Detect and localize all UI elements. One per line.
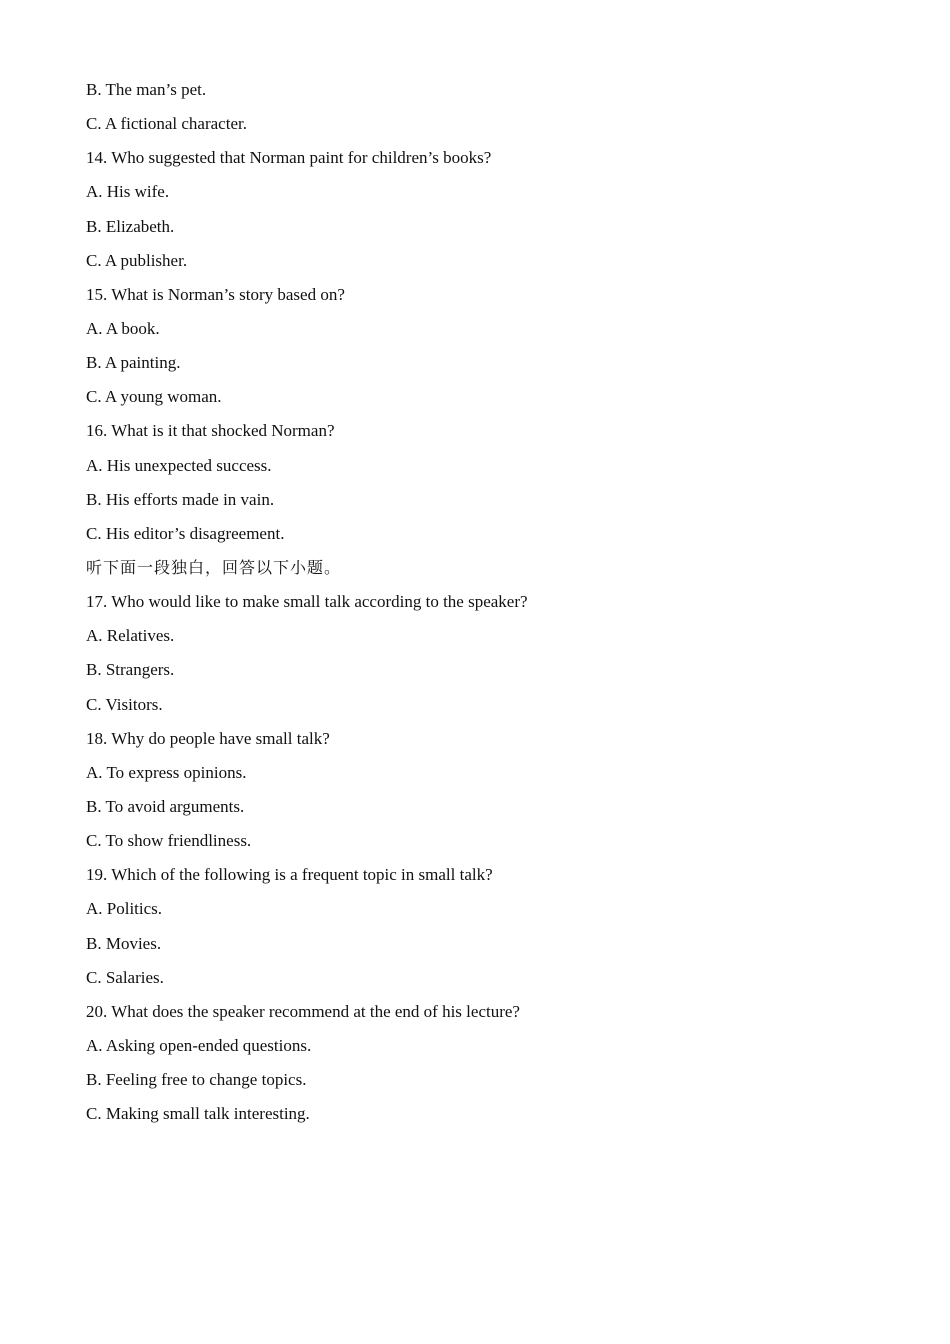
- answer-option: A. A book.: [86, 318, 160, 338]
- answer-option: B. Feeling free to change topics.: [86, 1070, 307, 1090]
- answer-option: B. To avoid arguments.: [86, 796, 245, 816]
- answer-option: C. His editor’s disagreement.: [86, 523, 285, 543]
- answer-option: B. The man’s pet.: [86, 80, 207, 99]
- question-text: 19. Which of the following is a frequent topic in small talk?: [86, 865, 493, 885]
- answer-option: B. A painting.: [86, 353, 181, 373]
- answer-option: B. Elizabeth.: [86, 216, 175, 236]
- question-text: 17. Who would like to make small talk according to the speaker?: [86, 592, 528, 612]
- question-text: 18. Why do people have small talk?: [86, 728, 330, 748]
- answer-option: C. A fictional character.: [86, 114, 247, 134]
- answer-option: A. Politics.: [86, 899, 163, 919]
- question-text: 20. What does the speaker recommend at the end of his lecture?: [86, 1001, 520, 1021]
- answer-option: B. His efforts made in vain.: [86, 489, 275, 509]
- answer-option: A. Asking open-ended questions.: [86, 1035, 312, 1055]
- answer-option: B. Strangers.: [86, 660, 175, 680]
- section-instruction: 听下面一段独白，回答以下小题。: [86, 557, 342, 577]
- answer-option: B. Movies.: [86, 933, 162, 953]
- answer-option: C. A publisher.: [86, 250, 188, 270]
- document-page: [86, 78, 886, 1136]
- answer-option: A. His unexpected success.: [86, 455, 272, 475]
- question-text: 14. Who suggested that Norman paint for children’s books?: [86, 148, 492, 168]
- question-text: 15. What is Norman’s story based on?: [86, 284, 345, 304]
- answer-option: C. A young woman.: [86, 387, 222, 407]
- answer-option: A. To express opinions.: [86, 762, 247, 782]
- answer-option: C. Salaries.: [86, 967, 164, 987]
- answer-option: A. Relatives.: [86, 626, 175, 646]
- answer-option: C. To show friendliness.: [86, 831, 252, 851]
- answer-option: C. Making small talk interesting.: [86, 1104, 310, 1124]
- question-text: 16. What is it that shocked Norman?: [86, 421, 335, 441]
- answer-option: A. His wife.: [86, 182, 170, 202]
- answer-option: C. Visitors.: [86, 694, 163, 714]
